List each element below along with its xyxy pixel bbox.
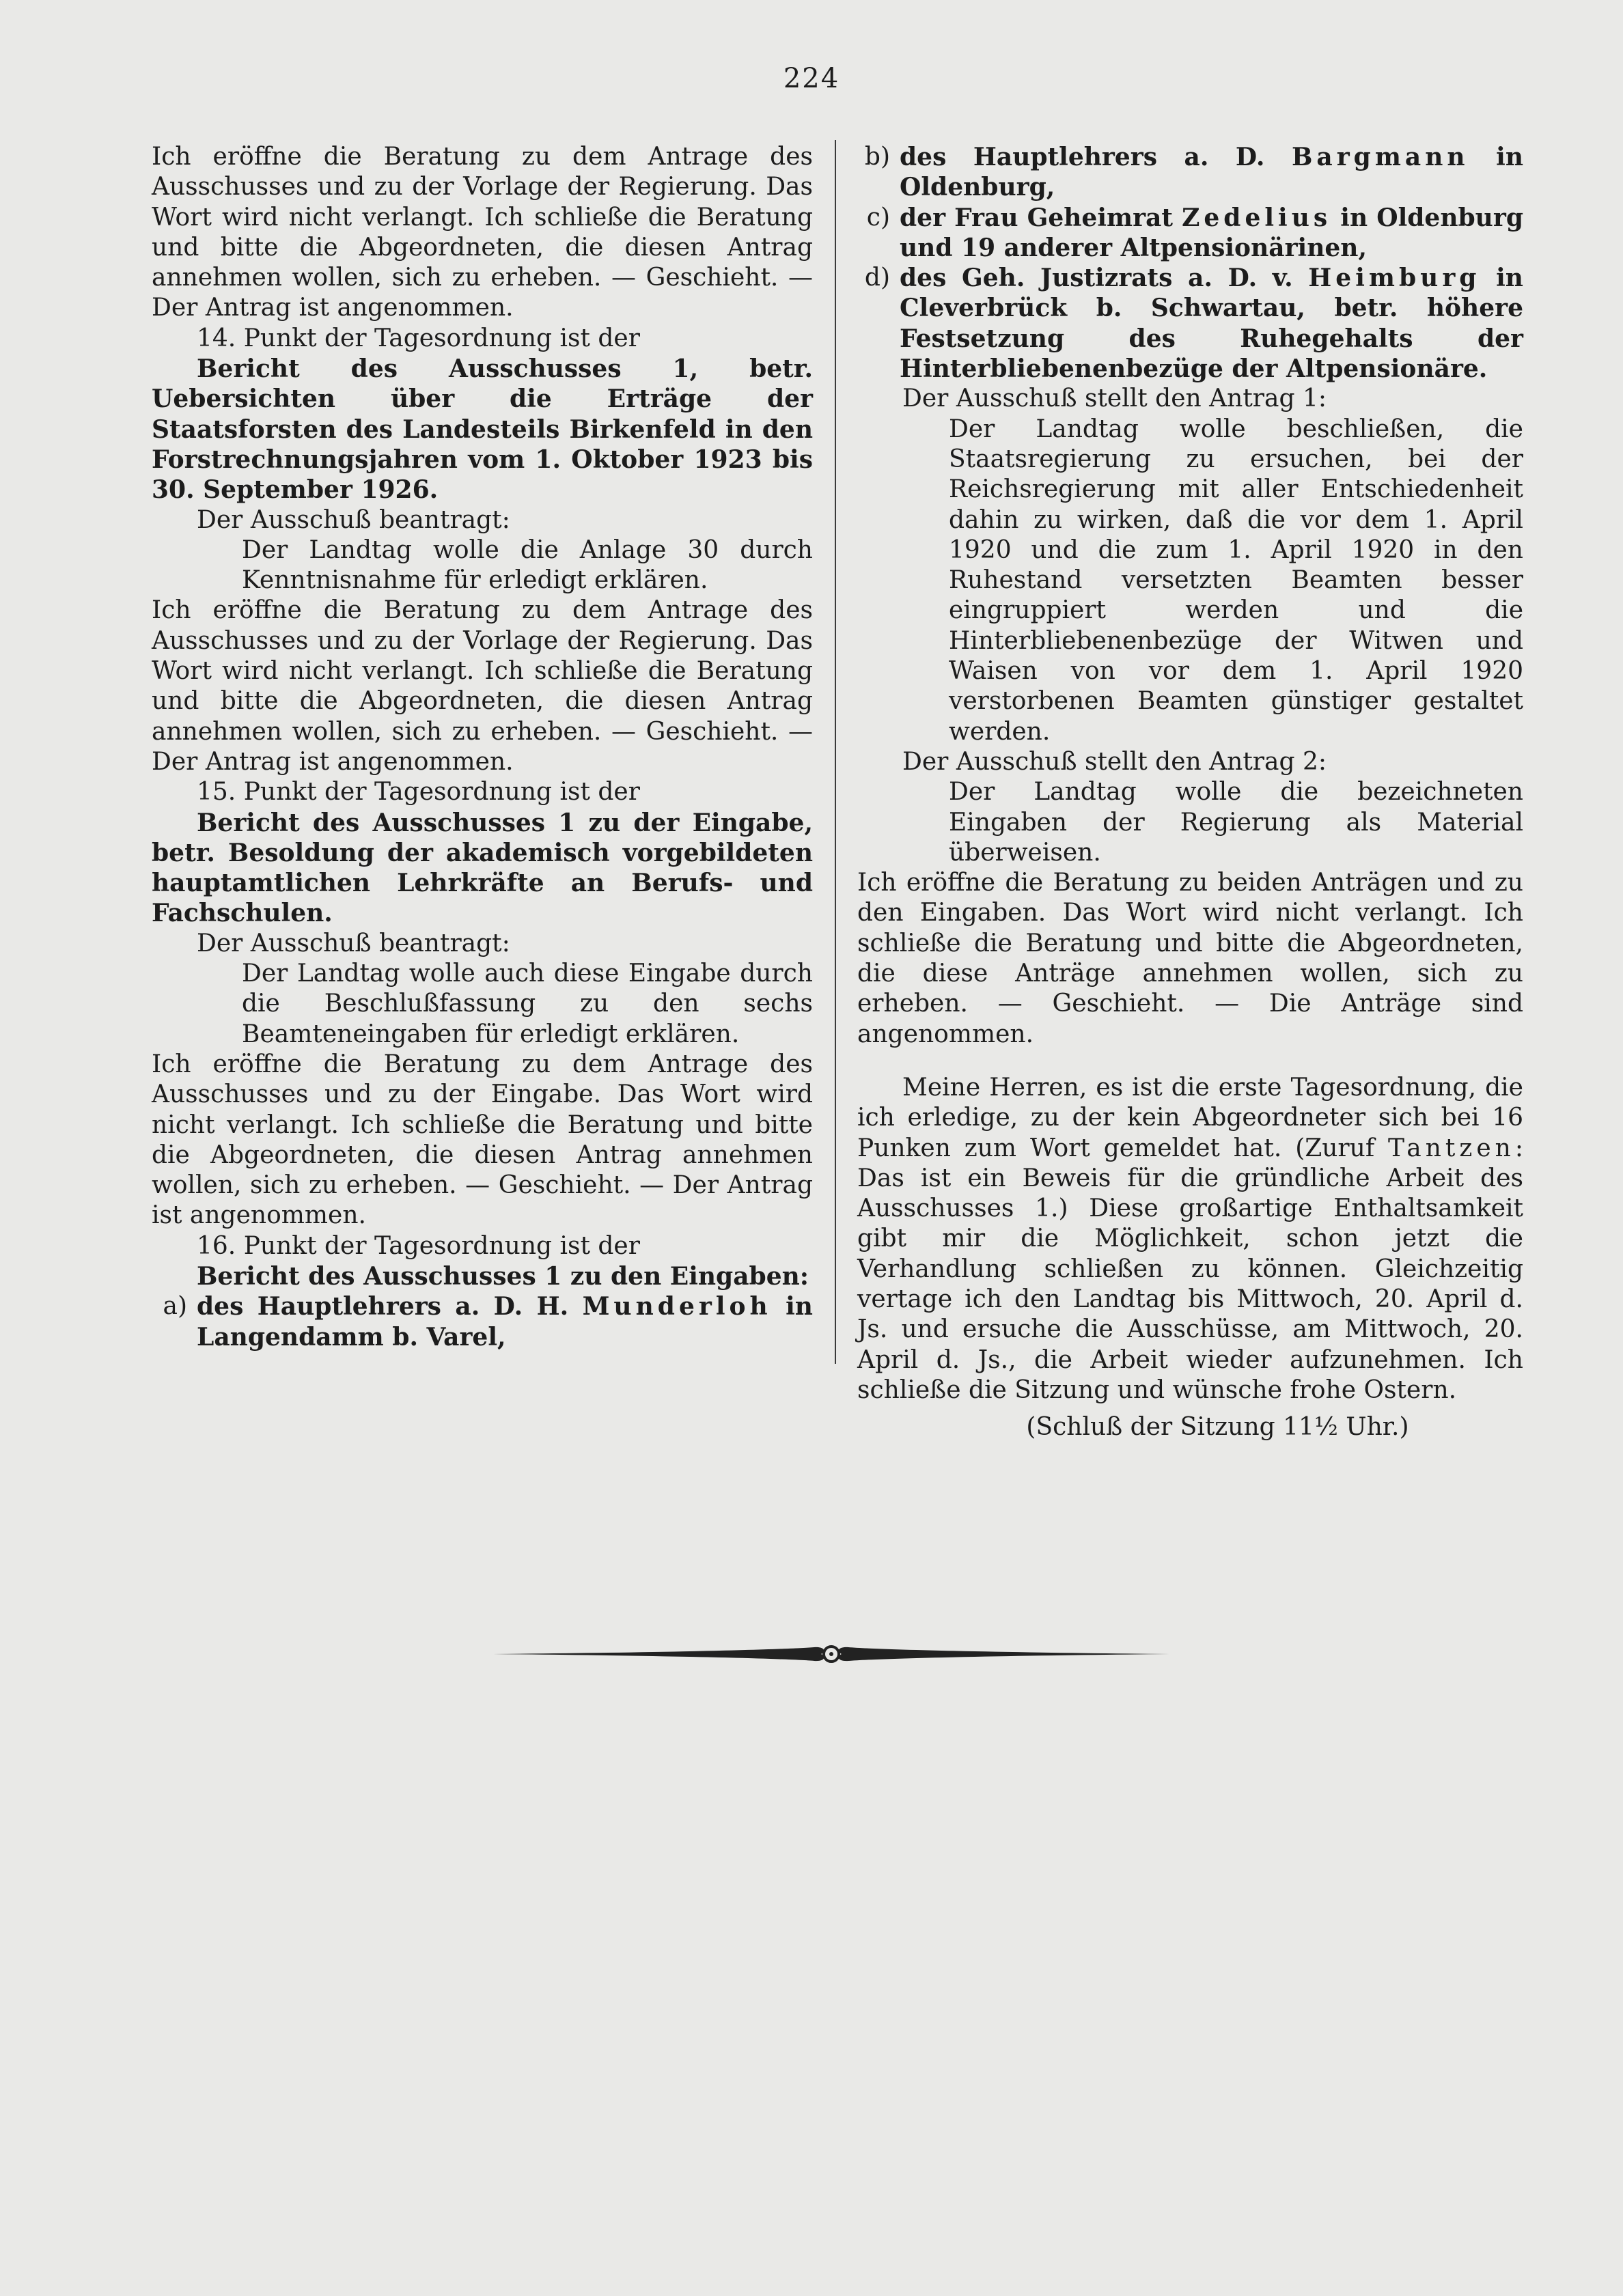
person-name: Munderloh: [582, 1292, 772, 1321]
item-label: b): [864, 143, 890, 171]
ornament-divider-icon: [493, 1640, 1169, 1668]
agenda-item-intro: 16. Punkt der Tagesordnung ist der: [197, 1231, 640, 1260]
item-text: des Hauptlehrers a. D. Bargmann in Oldenburg,: [900, 143, 1523, 202]
item-text: der Frau Geheimrat Zedelius in Oldenburg und 19 anderer Altpensionärinen,: [900, 203, 1523, 262]
motion-quote: Der Landtag wolle beschließen, die Staatsregierung zu ersuchen, bei der Reichsregierung mit aller Entschiedenheit dahin zu wirken, daß die vor dem 1. April 1920 und die zum 1. April 1920 in den Ruhestand versetzten Beamten besser eingruppiert werden und die Hinterbliebenenbezüge der Witwen und Waisen von vor dem 1. April 1920 verstorbenen Beamten günstiger gestaltet werden.: [949, 415, 1523, 746]
motion-quote: Der Landtag wolle die bezeichneten Eingaben der Regierung als Material überweisen.: [949, 778, 1523, 867]
report-heading: Bericht des Ausschusses 1 zu der Eingabe, betr. Besoldung der akademisch vorgebildeten hauptamtlichen Lehrkräfte an Berufs- und Fachschulen.: [152, 808, 813, 928]
item-text: des Geh. Justizrats a. D. v. Heimburg in Cleverbrück b. Schwartau, betr. höhere Festsetzung des Ruhegehalts der Hinterbliebenenbezüge der Altpensionäre.: [900, 264, 1523, 384]
person-name: Zedelius: [1182, 203, 1332, 232]
paragraph: Der Ausschuß stellt den Antrag 1:: [902, 384, 1327, 413]
session-closing-note: (Schluß der Sitzung 11½ Uhr.): [1026, 1413, 1409, 1442]
motion-quote: Der Landtag wolle auch diese Eingabe durch die Beschlußfassung zu den sechs Beamteneingaben für erledigt erklären.: [242, 960, 813, 1048]
column-divider: [835, 140, 836, 1364]
motion-quote: Der Landtag wolle die Anlage 30 durch Kenntnisnahme für erledigt erklären.: [242, 535, 813, 595]
left-column: [152, 142, 813, 1352]
agenda-item-intro: 15. Punkt der Tagesordnung ist der: [197, 778, 640, 807]
item-label: d): [864, 264, 890, 292]
paragraph: Ich eröffne die Beratung zu dem Antrage des Ausschusses und zu der Eingabe. Das Wort wird nicht verlangt. Ich schließe die Beratung und bitte die Abgeordneten, die diesen Antrag annehmen wollen, sich zu erheben. — Geschieht. — Der Antrag ist angenommen.: [152, 1050, 813, 1230]
report-heading: Bericht des Ausschusses 1 zu den Eingaben:: [197, 1261, 809, 1291]
person-name: Tantzen: [1388, 1134, 1515, 1162]
item-label: a): [163, 1292, 187, 1321]
right-column: [857, 142, 1523, 1442]
agenda-item-intro: 14. Punkt der Tagesordnung ist der: [197, 324, 640, 352]
paragraph: Der Ausschuß beantragt:: [197, 505, 510, 534]
item-text: des Hauptlehrers a. D. H. Munderloh in Langendamm b. Varel,: [197, 1292, 813, 1352]
petition-item-d: [857, 263, 1523, 384]
paragraph: Der Ausschuß stellt den Antrag 2:: [902, 747, 1327, 776]
petition-item-a: [152, 1291, 813, 1352]
paragraph: Ich eröffne die Beratung zu dem Antrage des Ausschusses und zu der Vorlage der Regierung. Das Wort wird nicht verlangt. Ich schließe die Beratung und bitte die Abgeordneten, die diesen Antrag annehmen wollen, sich zu erheben. — Geschieht. — Der Antrag ist angenommen.: [152, 143, 813, 322]
closing-speech: Meine Herren, es ist die erste Tagesordnung, die ich erledige, zu der kein Abgeordneter sich bei 16 Punken zum Wort gemeldet hat. (Zuruf Tantzen: Das ist ein Beweis für die gründliche Arbeit des Ausschusses 1.) Diese großartige Enthaltsamkeit gibt mir die Möglichkeit, schon jetzt die Verhandlung schließen zu können. Gleichzeitig vertage ich den Landtag bis Mittwoch, 20. April d. Js. und ersuche die Ausschüsse, am Mittwoch, 20. April d. Js., die Arbeit wieder aufzunehmen. Ich schließe die Sitzung und wünsche frohe Ostern.: [857, 1073, 1523, 1404]
petition-item-b: [857, 142, 1523, 203]
petition-item-c: [857, 203, 1523, 264]
person-name: Bargmann: [1291, 143, 1469, 171]
paragraph: Ich eröffne die Beratung zu dem Antrage des Ausschusses und zu der Vorlage der Regierung. Das Wort wird nicht verlangt. Ich schließe die Beratung und bitte die Abgeordneten, die diesen Antrag annehmen wollen, sich zu erheben. — Geschieht. — Der Antrag ist angenommen.: [152, 596, 813, 776]
item-label: c): [866, 203, 890, 232]
paragraph: Der Ausschuß beantragt:: [197, 929, 510, 957]
paragraph: Ich eröffne die Beratung zu beiden Anträgen und zu den Eingaben. Das Wort wird nicht verlangt. Ich schließe die Beratung und bitte die Abgeordneten, die diese Anträge annehmen wollen, sich zu erheben. — Geschieht. — Die Anträge sind angenommen.: [857, 869, 1523, 1048]
page-number: 224: [783, 63, 840, 94]
person-name: Heimburg: [1308, 264, 1481, 293]
report-heading: Bericht des Ausschusses 1, betr. Uebersichten über die Erträge der Staatsforsten des Landesteils Birkenfeld in den Forstrechnungsjahren vom 1. Oktober 1923 bis 30. September 1926.: [152, 354, 813, 505]
